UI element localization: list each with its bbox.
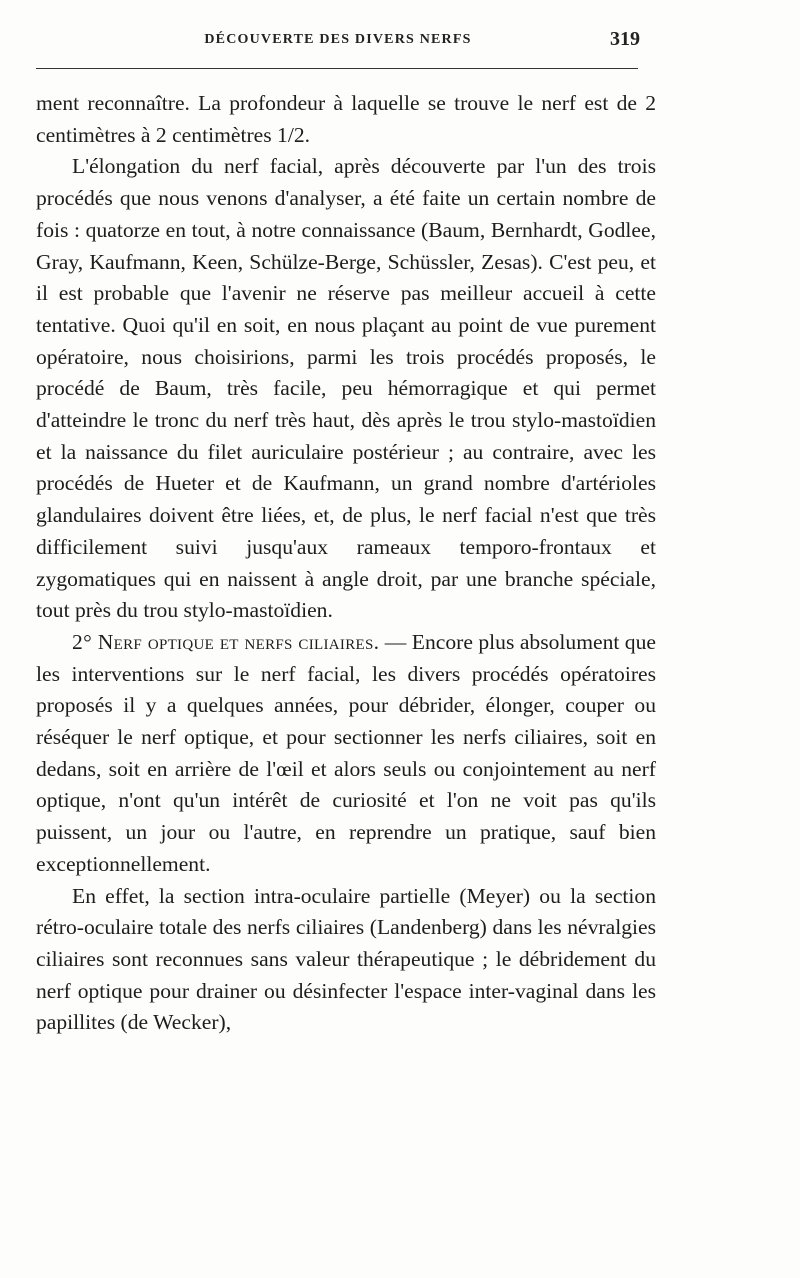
header-rule	[36, 68, 638, 69]
paragraph-3-text: — Encore plus absolument que les interventions sur le nerf facial, les divers procédés opératoires proposés il y a quelques années, pour débrider, élonger, couper ou réséquer le nerf optique, et pour sectionner les nerfs ciliaires, soit en dedans, soit en arrière de l'œil et alors seuls ou conjointement au nerf optique, n'ont qu'un intérêt de curiosité et l'on ne voit pas qu'ils puissent, un jour ou l'autre, en reprendre un pratique, sauf bien exceptionnellement.	[36, 629, 656, 876]
paragraph-3	[36, 627, 656, 881]
running-title: DÉCOUVERTE DES DIVERS NERFS	[204, 32, 472, 47]
body-text	[36, 88, 656, 1039]
page-header	[36, 28, 640, 58]
paragraph-4: En effet, la section intra-oculaire partielle (Meyer) ou la section rétro-oculaire totale des nerfs ciliaires (Landenberg) dans les névralgies ciliaires sont reconnues sans valeur thérapeutique ; le débridement du nerf optique pour drainer ou désinfecter l'espace inter-vaginal dans les papillites (de Wecker),	[36, 883, 656, 1035]
section-heading: 2° Nerf optique et nerfs ciliaires.	[72, 629, 380, 654]
paragraph-2: L'élongation du nerf facial, après découverte par l'un des trois procédés que nous venons d'analyser, a été faite un certain nombre de fois : quatorze en tout, à notre connaissance (Baum, Bernhardt, Godlee, Gray, Kaufmann, Keen, Schülze-Berge, Schüssler, Zesas). C'est peu, et il est probable que l'avenir ne réserve pas meilleur accueil à cette tentative. Quoi qu'il en soit, en nous plaçant au point de vue purement opératoire, nous choisirions, parmi les trois procédés proposés, le procédé de Baum, très facile, peu hémorragique et qui permet d'atteindre le tronc du nerf très haut, dès après le trou stylo-mastoïdien et la naissance du filet auriculaire postérieur ; au contraire, avec les procédés de Hueter et de Kaufmann, un grand nombre d'artérioles glandulaires doivent être liées, et, de plus, le nerf facial n'est que très difficilement suivi jusqu'aux rameaux temporo-frontaux et zygomatiques qui en naissent à angle droit, par une branche spéciale, tout près du trou stylo-mastoïdien.	[36, 154, 656, 623]
paragraph-1: ment reconnaître. La profondeur à laquelle se trouve le nerf est de 2 centimètres à 2 centimètres 1/2.	[36, 91, 656, 147]
page-number: 319	[610, 28, 640, 50]
